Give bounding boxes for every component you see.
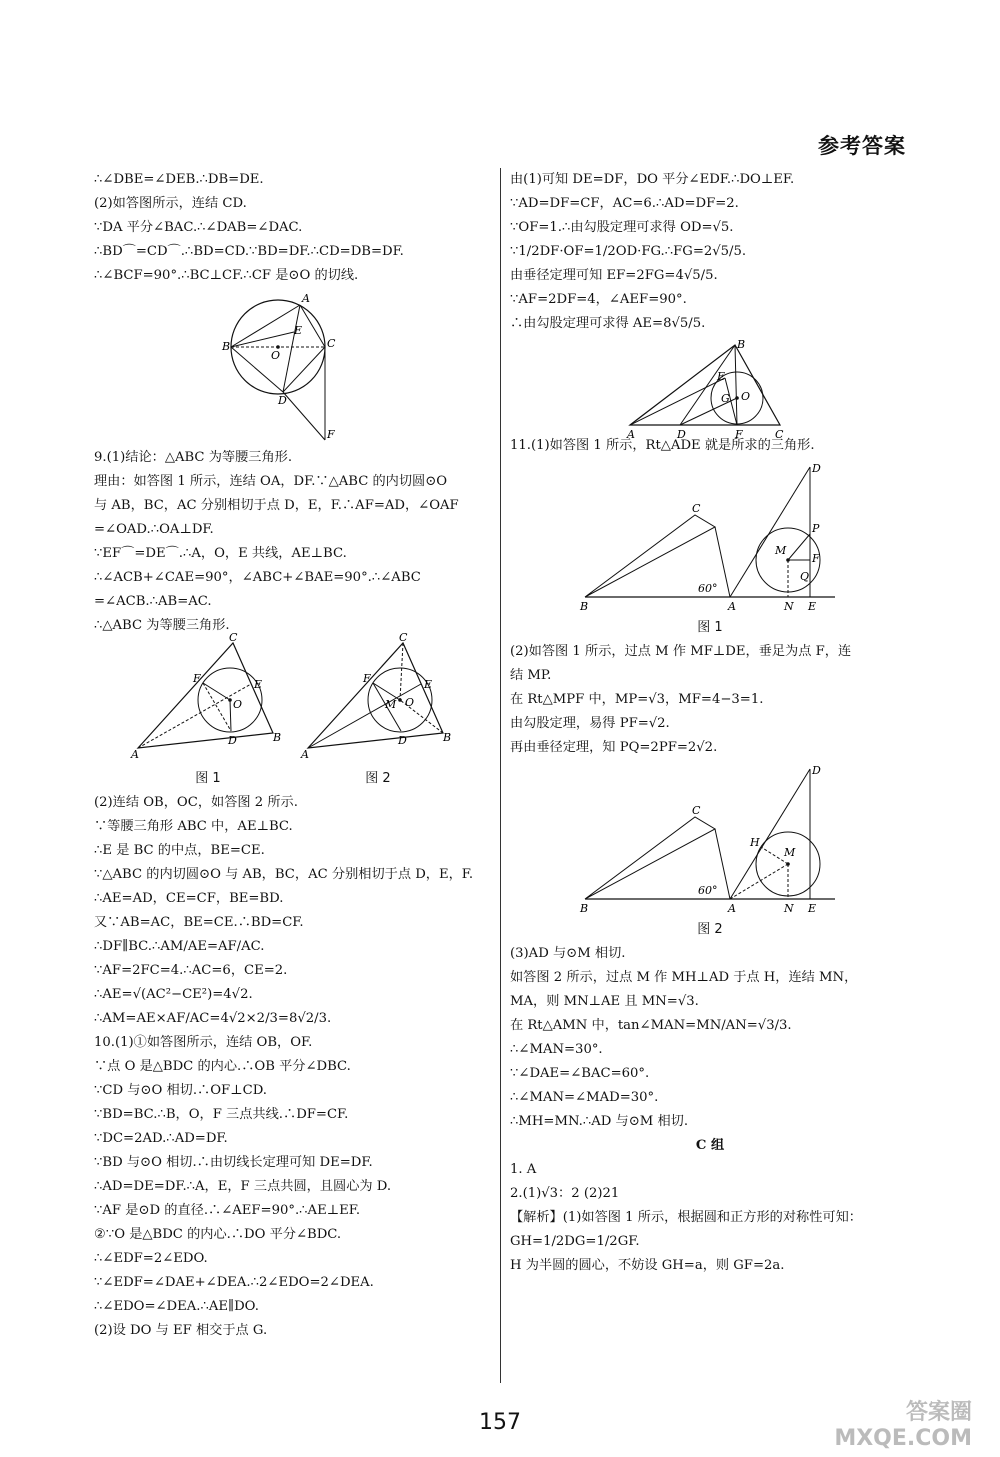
svg-text:D: D [677,428,686,441]
page-number: 157 [479,1410,521,1435]
right-block-5 [510,1158,910,1278]
svg-text:A: A [728,600,736,613]
section-c-heading: C 组 [695,1138,725,1153]
text-line: ∴AM=AE×AF/AC=4√2×2/3=8√2/3. [94,1011,332,1026]
svg-text:D: D [398,734,407,747]
text-line: ∴∠EDO=∠DEA.∴AE∥DO. [94,1299,259,1314]
text-line: 11.(1)如答图 1 所示，Rt△ADE 就是所求的三角形. [510,438,815,453]
left-block-1 [94,168,492,288]
figure-11-1 [580,462,840,612]
text-line: ∴AD=DE=DF.∴A，E，F 三点共圆，且圆心为 D. [94,1179,392,1194]
svg-text:A: A [302,292,310,305]
svg-text:B: B [443,731,452,744]
text-line: ∵BD 与⊙O 相切.∴由切线长定理可知 DE=DF. [94,1155,373,1170]
text-line: 1. A [510,1162,537,1177]
text-line: ∵OF=1.∴由勾股定理可求得 OD=√5. [510,220,734,235]
text-line: 10.(1)①如答图所示，连结 OB，OF. [94,1035,313,1050]
text-line: ∴DF∥BC.∴AM/AE=AF/AC. [94,939,265,954]
text-line: ∴△ABC 为等腰三角形. [94,618,230,633]
text-line: 如答图 2 所示，过点 M 作 MH⊥AD 于点 H，连结 MN， [510,970,858,985]
svg-text:N: N [784,902,794,915]
caption-fig-1: 图 1 [195,771,221,786]
text-line: ∵BD=BC.∴B，O，F 三点共线.∴DF=CF. [94,1107,349,1122]
right-block-1 [510,168,910,336]
svg-text:A: A [627,428,635,441]
text-line: ∴BD⌒=CD⌒.∴BD=CD.∵BD=DF.∴CD=DB=DF. [94,244,404,259]
svg-text:D: D [812,764,821,777]
svg-text:D: D [278,394,287,407]
figure-11-2 [580,764,840,914]
svg-text:H: H [750,836,760,849]
right-block-2 [510,434,910,458]
right-column [510,168,910,1278]
svg-text:A: A [131,748,139,761]
figure-9-1 [131,631,283,791]
text-line: ∵CD 与⊙O 相切.∴OF⊥CD. [94,1083,267,1098]
text-line: (2)连结 OB，OC，如答图 2 所示. [94,795,298,810]
column-divider [500,168,501,1383]
text-line: ∴∠MAN=∠MAD=30°. [510,1090,659,1105]
svg-text:F: F [812,552,820,565]
text-line: 由勾股定理，易得 PF=√2. [510,716,670,731]
text-line: ∵等腰三角形 ABC 中，AE⊥BC. [94,819,293,834]
text-line: 在 Rt△MPF 中，MP=√3，MF=4−3=1. [510,692,764,707]
svg-text:E: E [294,324,303,337]
text-line: ∴E 是 BC 的中点，BE=CE. [94,843,265,858]
text-line: ∴∠ACB+∠CAE=90°，∠ABC+∠BAE=90°.∴∠ABC [94,570,421,585]
svg-text:G: G [721,392,730,405]
svg-text:M: M [775,544,787,557]
text-line: ∵AD=DF=CF，AC=6.∴AD=DF=2. [510,196,739,211]
svg-text:C: C [692,804,701,817]
svg-text:Q: Q [800,570,810,583]
caption-fig-2: 图 2 [365,771,391,786]
caption-fig-11-2: 图 2 [697,922,723,937]
text-line: H 为半圆的圆心，不妨设 GH=a，则 GF=2a. [510,1258,785,1273]
angle-label-1: 60° [698,582,718,595]
text-line: ∵AF=2DF=4，∠AEF=90°. [510,292,687,307]
text-line: =∠OAD.∴OA⊥DF. [94,522,214,537]
svg-text:A: A [728,902,736,915]
svg-text:E: E [808,600,817,613]
svg-text:C: C [399,631,408,644]
left-block-2 [94,446,492,638]
text-line: (2)设 DO 与 EF 相交于点 G. [94,1323,268,1338]
text-line: ∵点 O 是△BDC 的内心.∴OB 平分∠DBC. [94,1059,351,1074]
svg-text:O: O [405,696,415,709]
text-line: 【解析】(1)如答图 1 所示，根据圆和正方形的对称性可知： [510,1210,862,1225]
angle-label-2: 60° [698,884,718,897]
text-line: ∵EF⌒=DE⌒.∴A，O，E 共线，AE⊥BC. [94,546,347,561]
text-line: (2)如答图 1 所示，过点 M 作 MF⊥DE，垂足为点 F，连 [510,644,852,659]
text-line: 在 Rt△AMN 中，tan∠MAN=MN/AN=√3/3. [510,1018,792,1033]
figure-9-2 [301,631,453,791]
svg-text:E: E [808,902,817,915]
text-line: ∵∠EDF=∠DAE+∠DEA.∴2∠EDO=2∠DEA. [94,1275,374,1290]
text-line: ∴由勾股定理可求得 AE=8√5/5. [510,316,706,331]
svg-text:F: F [363,672,371,685]
svg-text:M: M [385,698,397,711]
text-line: ∴∠EDF=2∠EDO. [94,1251,208,1266]
svg-text:E: E [254,678,263,691]
svg-text:C: C [692,502,701,515]
text-line: GH=1/2DG=1/2GF. [510,1234,640,1249]
figure-10 [625,338,795,441]
svg-text:C: C [229,631,238,644]
svg-text:E: E [717,370,726,383]
svg-text:P: P [812,522,820,535]
text-line: =∠ACB.∴AB=AC. [94,594,212,609]
left-figure-row [94,631,492,791]
svg-text:M: M [784,846,796,859]
svg-text:B: B [580,600,589,613]
text-line: ∵DA 平分∠BAC.∴∠DAB=∠DAC. [94,220,303,235]
svg-text:F: F [193,672,201,685]
watermark-line-1: 答案圈 [905,1400,972,1425]
svg-text:N: N [784,600,794,613]
text-line: 又∵AB=AC，BE=CE.∴BD=CF. [94,915,304,930]
svg-text:O: O [271,349,281,362]
watermark [834,1400,972,1452]
text-line: (3)AD 与⊙M 相切. [510,946,626,961]
svg-text:E: E [424,678,433,691]
left-column [94,168,492,1343]
svg-text:C: C [327,337,336,350]
svg-text:B: B [273,731,282,744]
text-line: ∴MH=MN.∴AD 与⊙M 相切. [510,1114,689,1129]
text-line: ②∵O 是△BDC 的内心.∴DO 平分∠BDC. [94,1227,342,1242]
svg-text:D: D [812,462,821,475]
watermark-line-2: MXQE.COM [834,1426,972,1451]
page-header-title: 参考答案 [818,134,906,158]
text-line: ∵AF=2FC=4.∴AC=6，CE=2. [94,963,288,978]
text-line: ∵AF 是⊙D 的直径.∴∠AEF=90°.∴AE⊥EF. [94,1203,361,1218]
text-line: ∴AE=AD，CE=CF，BE=BD. [94,891,284,906]
text-line: ∵1/2DF·OF=1/2OD·FG.∴FG=2√5/5. [510,244,747,259]
text-line: ∴∠DBE=∠DEB.∴DB=DE. [94,172,264,187]
text-line: 9.(1)结论：△ABC 为等腰三角形. [94,450,293,465]
right-block-3 [510,640,910,760]
svg-text:C: C [775,428,784,441]
text-line: ∵△ABC 的内切圆⊙O 与 AB，BC，AC 分别相切于点 D，E，F. [94,867,474,882]
svg-text:O: O [233,698,243,711]
text-line: (2)如答图所示，连结 CD. [94,196,247,211]
text-line: 由(1)可知 DE=DF，DO 平分∠EDF.∴DO⊥EF. [510,172,795,187]
text-line: ∴AE=√(AC²−CE²)=4√2. [94,987,253,1002]
text-line: MA，则 MN⊥AE 且 MN=√3. [510,994,699,1009]
svg-text:B: B [737,338,746,351]
left-block-3 [94,791,492,1343]
figure-circle-tangent [222,292,358,442]
text-line: ∵DC=2AD.∴AD=DF. [94,1131,228,1146]
svg-text:F: F [735,428,743,441]
text-line: 再由垂径定理，知 PQ=2PF=2√2. [510,740,718,755]
text-line: 由垂径定理可知 EF=2FG=4√5/5. [510,268,718,283]
text-line: ∵∠DAE=∠BAC=60°. [510,1066,650,1081]
text-line: 理由：如答图 1 所示，连结 OA，DF.∵△ABC 的内切圆⊙O [94,474,448,489]
svg-text:O: O [741,390,751,403]
svg-text:D: D [228,734,237,747]
text-line: ∴∠BCF=90°.∴BC⊥CF.∴CF 是⊙O 的切线. [94,268,359,283]
text-line: 2.(1)√3：2 (2)21 [510,1186,620,1201]
text-line: 结 MP. [510,668,552,683]
right-block-4 [510,942,910,1134]
svg-text:F: F [327,428,335,441]
svg-text:B: B [222,340,231,353]
svg-text:B: B [580,902,589,915]
svg-text:A: A [301,748,309,761]
text-line: ∴∠MAN=30°. [510,1042,603,1057]
text-line: 与 AB，BC，AC 分别相切于点 D，E，F.∴AF=AD，∠OAF [94,498,459,513]
caption-fig-11-1: 图 1 [697,620,723,635]
